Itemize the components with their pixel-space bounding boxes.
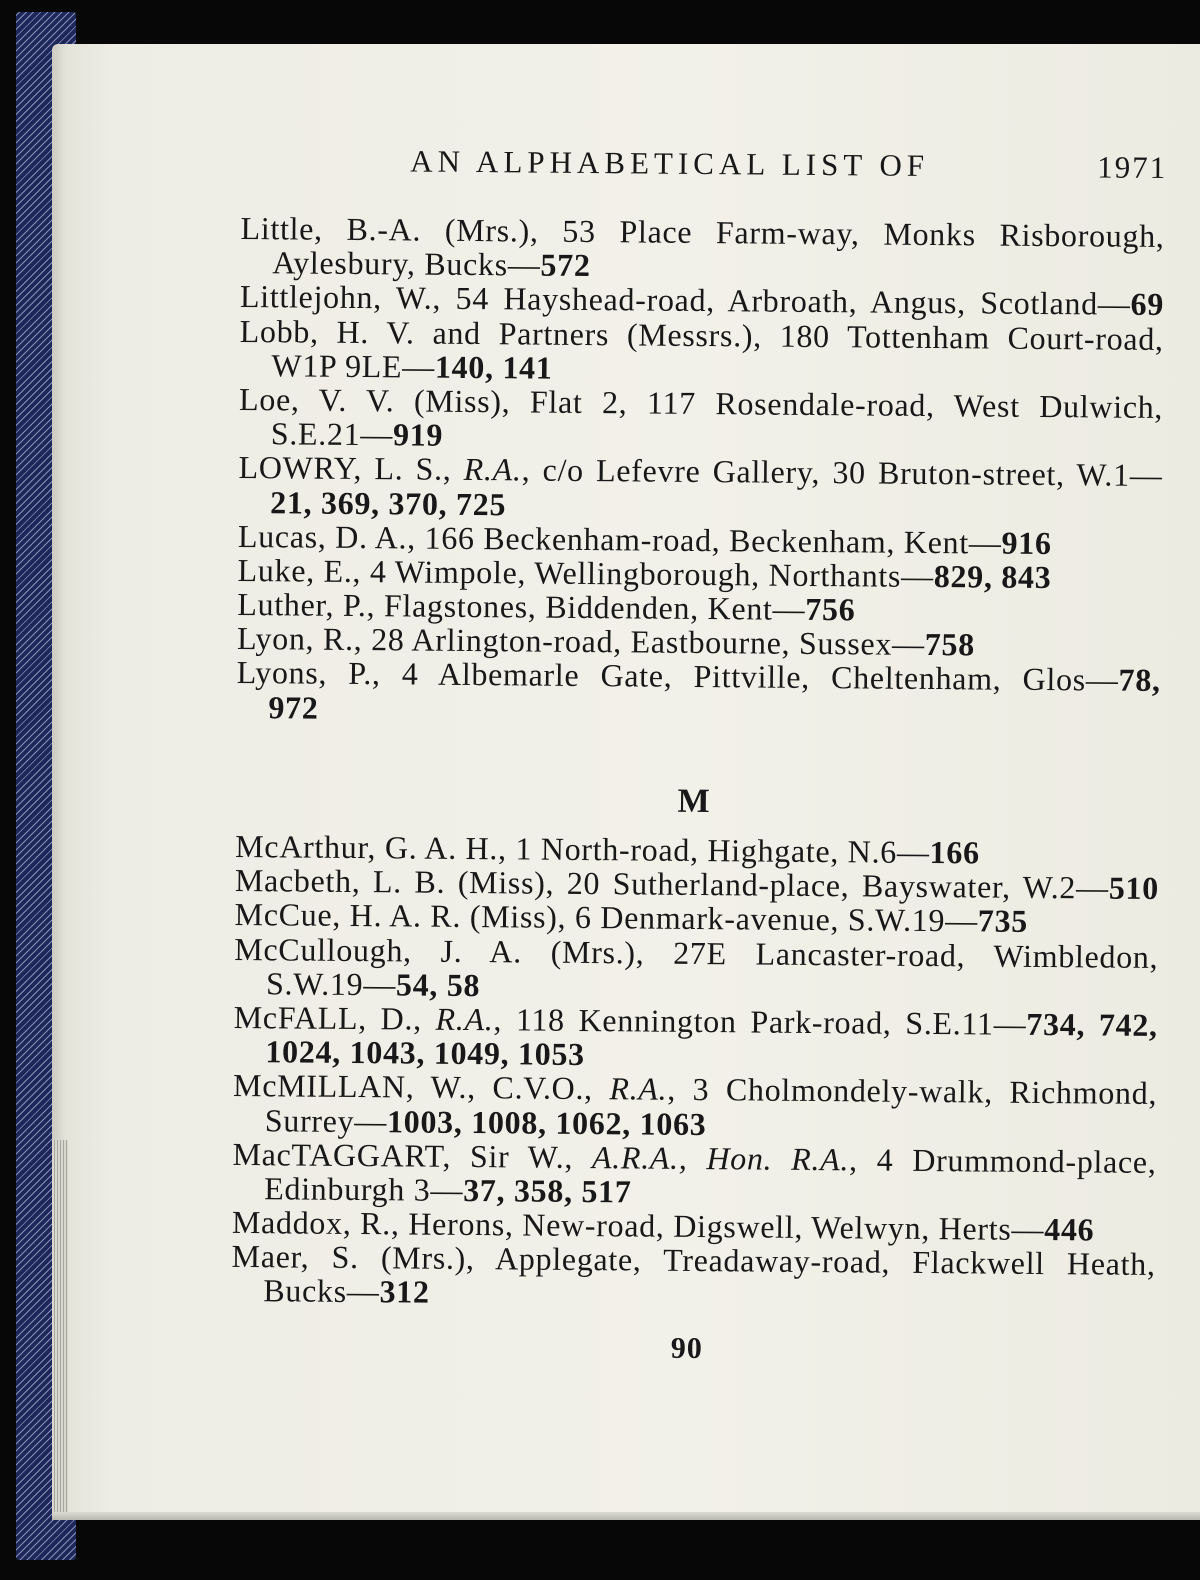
entry-refs: 510 — [1108, 869, 1160, 907]
entry-refs: 312 — [379, 1273, 430, 1311]
entry-text: Surrey— — [264, 1101, 388, 1139]
entry-refs: 54, 58 — [395, 966, 481, 1003]
entry-text: Aylesbury, Bucks— — [272, 244, 541, 283]
entry-mccullough — [234, 932, 1159, 1008]
section-heading-m: M — [677, 782, 710, 821]
entry-text: S.W.19— — [265, 964, 397, 1003]
entry-mcmillan — [233, 1068, 1158, 1144]
entries-m — [231, 829, 1159, 1316]
entries-l — [236, 211, 1164, 732]
entry-text: McArthur, G. A. H., 1 North-road, Highgate, N.6— — [235, 827, 930, 871]
entry-refs: 572 — [540, 246, 591, 284]
entry-text: Edinburgh 3— — [264, 1170, 464, 1208]
entry-text: Little, B.-A. (Mrs.), 53 Place Farm-way, Monks Risborough, — [240, 209, 1165, 255]
entry-honours: R.A. — [463, 451, 522, 488]
entry-refs: 446 — [1044, 1211, 1095, 1248]
entry-loe — [239, 382, 1164, 458]
entry-maer — [231, 1239, 1156, 1315]
entry-text: McCue, H. A. R. (Miss), 6 Denmark-avenue, S.W.19— — [234, 896, 979, 939]
entry-text: Loe, V. V. (Miss), Flat 2, 117 Rosendale-road, West Dulwich, — [238, 380, 1164, 425]
entry-text: Lobb, H. V. and Partners (Messrs.), 180 Tottenham Court-road, — [239, 312, 1164, 357]
entry-refs: 758 — [924, 626, 976, 663]
entry-refs: 972 — [268, 688, 319, 726]
entry-refs: 78, — [1118, 662, 1161, 699]
entry-text: , 3 Cholmondely-walk, Richmond, — [667, 1071, 1158, 1112]
entry-mcfall — [233, 1000, 1158, 1076]
entry-refs: 166 — [929, 834, 980, 871]
entry-text: Luther, P., Flagstones, Biddenden, Kent— — [237, 586, 806, 627]
entry-honours: R.A. — [435, 1000, 494, 1038]
entry-mactaggart — [232, 1137, 1157, 1213]
entry-lowry — [238, 450, 1163, 526]
entry-text: , 118 Kennington Park-road, S.E.11— — [493, 1001, 1027, 1042]
entry-text: W1P 9LE— — [271, 346, 436, 385]
page-number: 90 — [670, 1331, 704, 1366]
entry-refs: 734, 742, — [1026, 1005, 1158, 1043]
entry-text: McFALL, D., — [233, 998, 436, 1037]
entry-text: Macbeth, L. B. (Miss), 20 Sutherland-place, Bayswater, W.2— — [234, 862, 1109, 906]
entry-refs: 37, 358, 517 — [463, 1171, 632, 1210]
entry-refs: 829, 843 — [933, 557, 1052, 595]
entry-refs: 919 — [392, 416, 444, 453]
entry-text: Bucks— — [263, 1272, 380, 1310]
entry-refs: 69 — [1130, 286, 1165, 323]
entry-refs: 756 — [805, 590, 856, 628]
entry-refs: 1003, 1008, 1062, 1063 — [386, 1102, 707, 1142]
entry-text: Luke, E., 4 Wimpole, Wellingborough, Northants— — [237, 551, 934, 594]
entry-refs: 916 — [1001, 524, 1052, 561]
entry-text: LOWRY, L. S., — [238, 449, 464, 488]
entry-text: Maddox, R., Herons, New-road, Digswell, Welwyn, Herts— — [231, 1203, 1045, 1248]
entry-little — [240, 211, 1165, 287]
entry-refs: 140, 141 — [434, 348, 553, 386]
entry-honours: R.A. — [609, 1070, 668, 1108]
entry-text: , 4 Drummond-place, — [848, 1141, 1157, 1180]
entry-lobb — [239, 314, 1164, 390]
entry-text: Lyons, P., 4 Albemarle Gate, Pittville, Cheltenham, Glos— — [236, 654, 1119, 699]
entry-text: Littlejohn, W., 54 Hayshead-road, Arbroath, Angus, Scotland— — [239, 278, 1131, 323]
entry-text: McCullough, J. A. (Mrs.), 27E Lancaster-road, Wimbledon, — [234, 930, 1159, 975]
entry-honours: A.R.A., Hon. R.A. — [591, 1138, 850, 1178]
entry-refs: 21, 369, 370, 725 — [270, 483, 507, 522]
entry-refs: 1024, 1043, 1049, 1053 — [265, 1033, 585, 1073]
entry-text: MacTAGGART, Sir W., — [232, 1135, 593, 1175]
entry-lyons — [236, 655, 1161, 731]
entry-refs: 735 — [977, 902, 1029, 940]
entry-line — [237, 655, 1161, 697]
entry-text: S.E.21— — [270, 415, 394, 453]
entry-text: McMILLAN, W., C.V.O., — [232, 1067, 610, 1107]
running-title: AN ALPHABETICAL LIST OF — [410, 143, 930, 183]
entry-text: Lyon, R., 28 Arlington-road, Eastbourne, Sussex— — [236, 620, 925, 663]
entry-text: Lucas, D. A., 166 Beckenham-road, Beckenham, Kent— — [237, 517, 1002, 561]
entry-text: , c/o Lefevre Gallery, 30 Bruton-street, W.1— — [521, 451, 1163, 494]
entry-text: Maer, S. (Mrs.), Applegate, Treadaway-road, Flackwell Heath, — [231, 1238, 1156, 1283]
running-year: 1971 — [1097, 149, 1168, 186]
